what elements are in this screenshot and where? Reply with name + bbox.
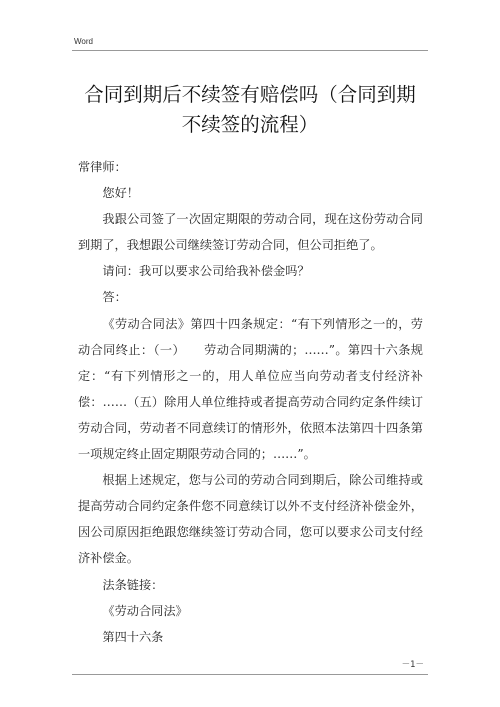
question: 请问：我可以要求公司给我补偿金吗？	[102, 264, 310, 279]
document-body	[78, 154, 423, 650]
header-divider	[72, 50, 428, 51]
page-header-label: Word	[74, 37, 93, 46]
question-background: 我跟公司签了一次固定期限的劳动合同，现在这份劳动合同到期了，我想跟公司继续签订劳动合同，但公司拒绝了。	[78, 212, 423, 253]
page-number: －1－	[401, 660, 424, 670]
law-citation-paragraph: 《劳动合同法》第四十四条规定：“有下列情形之一的，劳动合同终止：（一） 劳动合同期满的；……”。第四十六条规定：“有下列情形之一的，用人单位应当向劳动者支付经济补偿：……（五）除用人单位维持或者提高劳动合同约定条件续订劳动合同，劳动者不同意续订的情形外，依照本法第四十四条第一项规定终止固定期限劳动合同的；……”。	[78, 316, 423, 462]
greeting: 您好！	[102, 186, 139, 201]
law-links-label: 法条链接：	[102, 577, 164, 592]
salutation: 常律师：	[78, 160, 127, 174]
answer-label: 答：	[102, 290, 127, 305]
law-name: 《劳动合同法》	[102, 603, 188, 618]
footer-divider	[72, 674, 428, 675]
article-number: 第四十六条	[102, 629, 164, 644]
conclusion-paragraph: 根据上述规定，您与公司的劳动合同到期后，除公司维持或提高劳动合同约定条件您不同意续订以外不支付经济补偿金外，因公司原因拒绝跟您继续签订劳动合同，您可以要求公司支付经济补偿金。	[78, 473, 423, 566]
document-title: 合同到期后不续签有赔偿吗（合同到期不续签的流程）	[84, 83, 416, 136]
